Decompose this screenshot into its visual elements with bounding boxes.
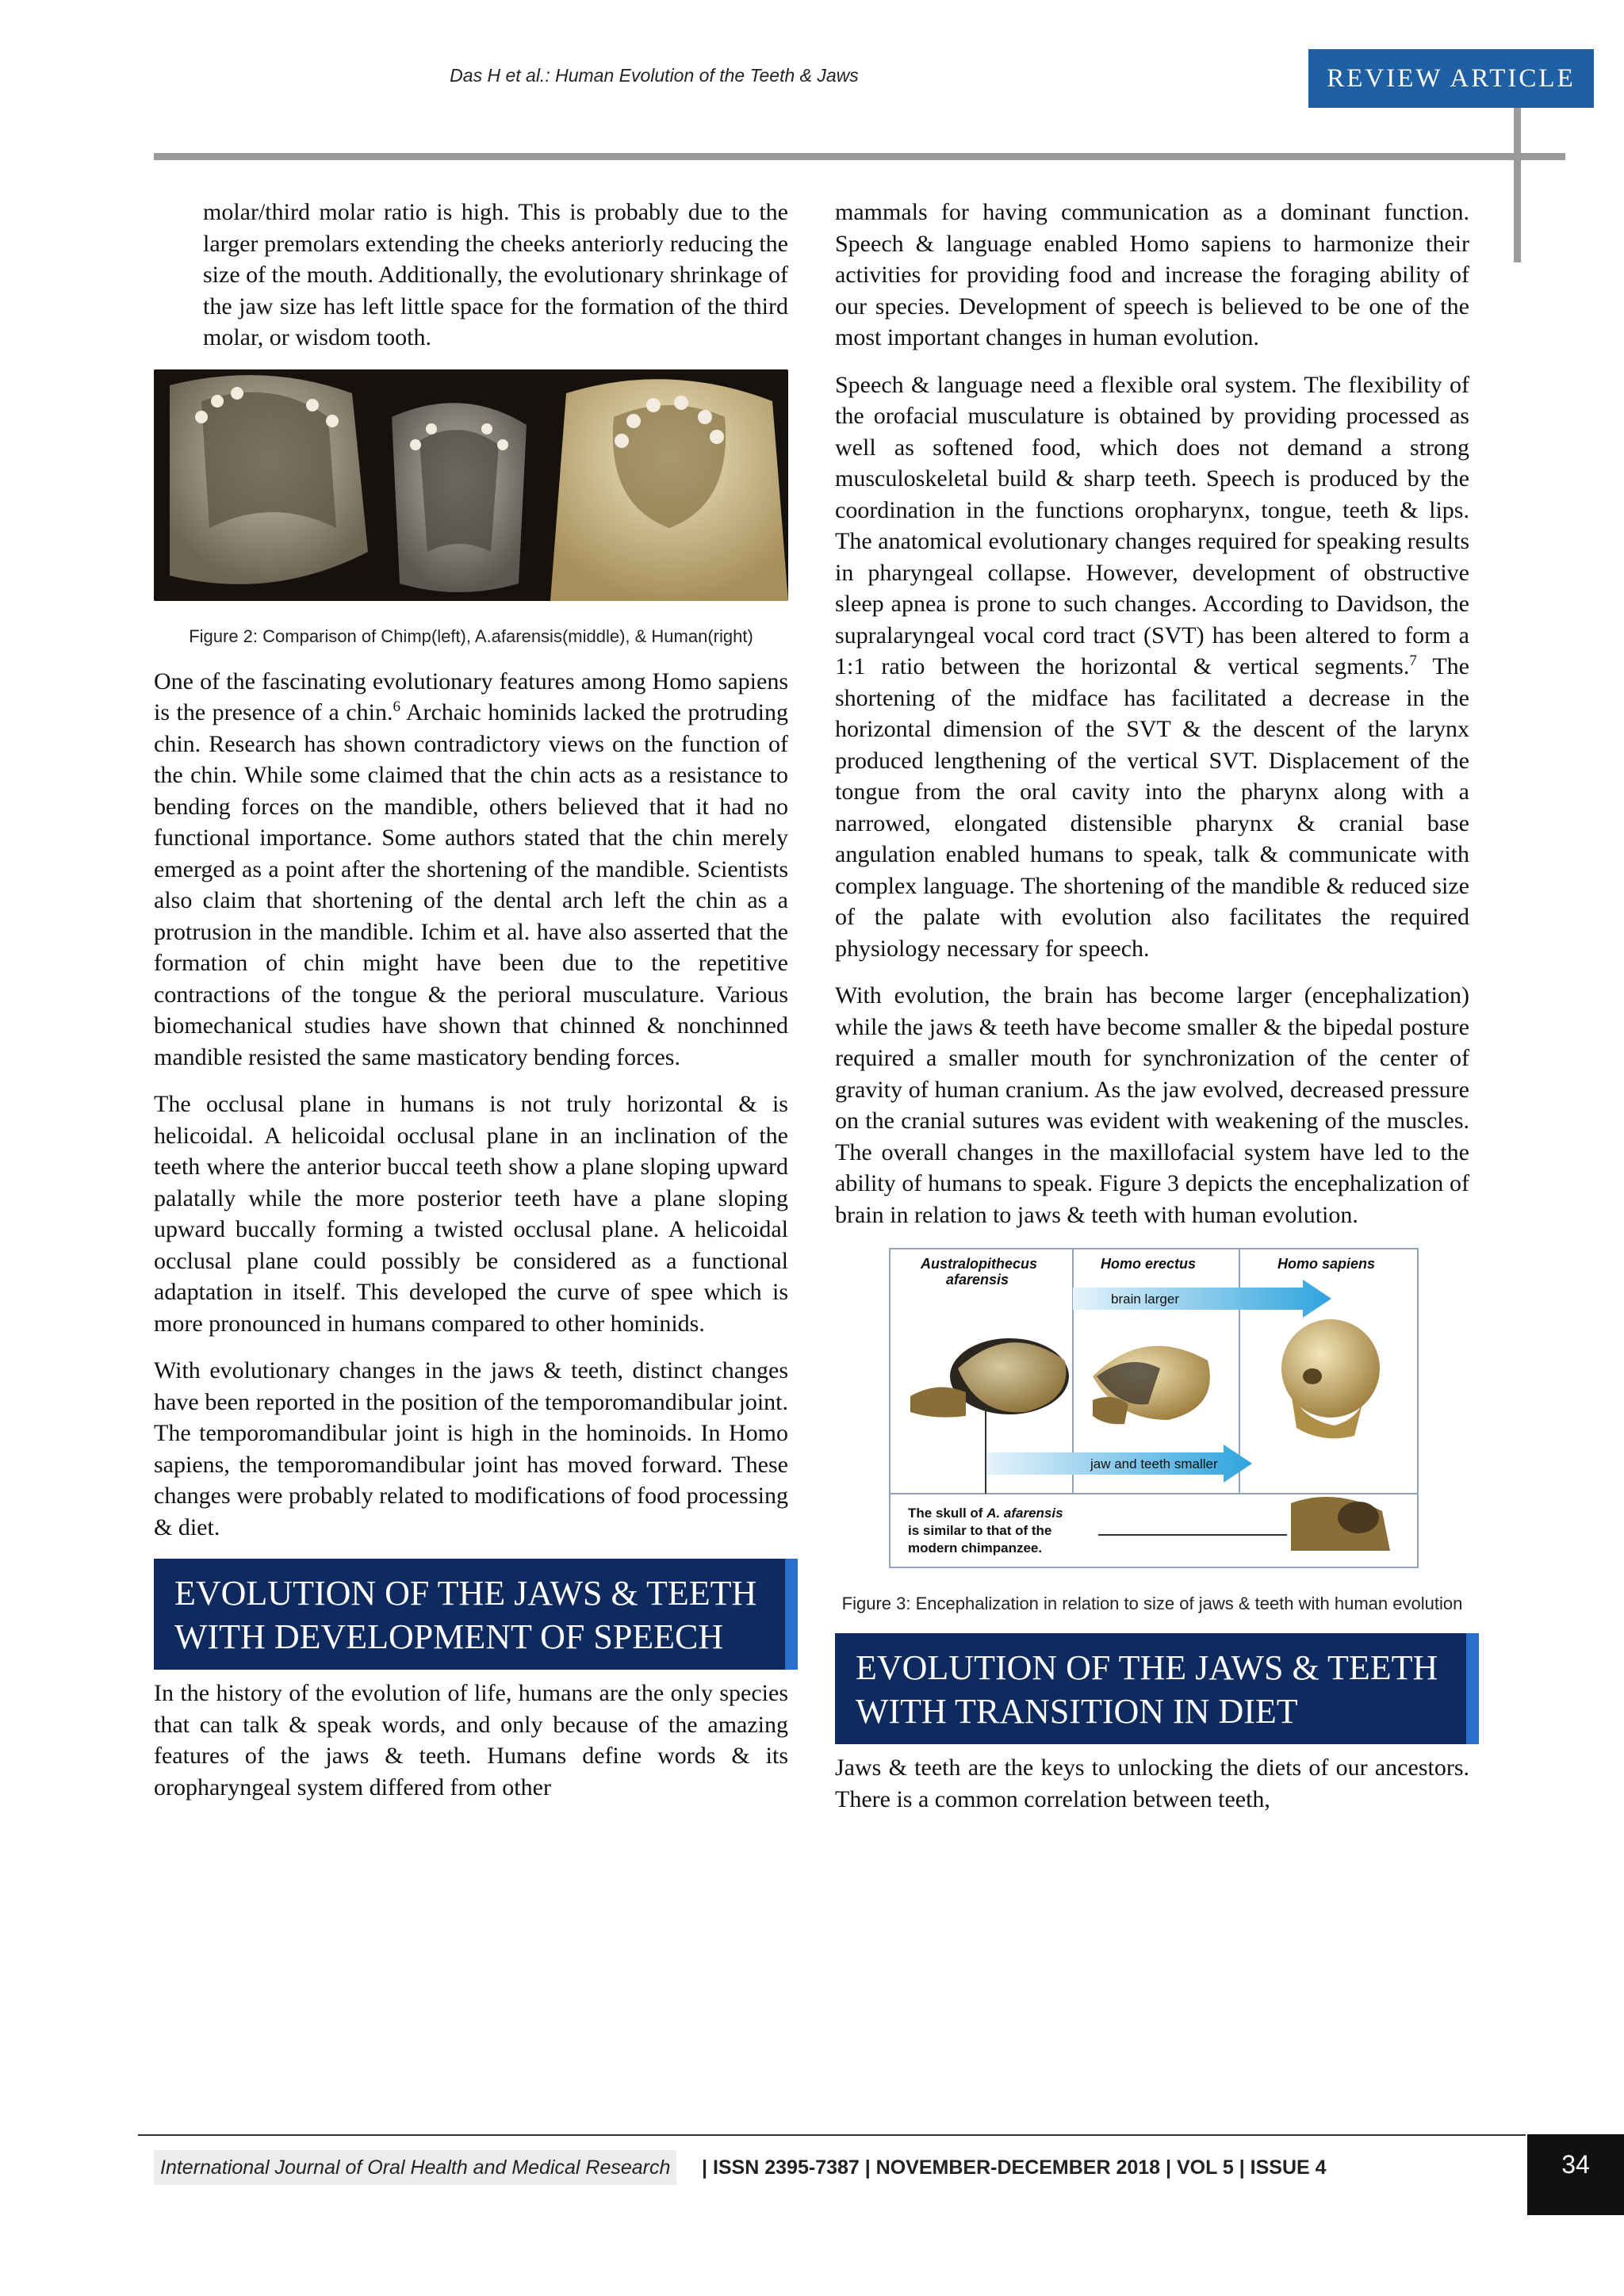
svg-text:is similar to that of the: is similar to that of the bbox=[908, 1523, 1052, 1538]
paragraph-brain: With evolution, the brain has become larger (encephalization) while the jaws & teeth have become smaller & the bipedal posture required a smaller mouth for synchronization of the center of gravity of human cranium. As the jaw evolved, decreased pressure on the cranial sutures was evident with weakening of the muscles. The overall changes in the maxillofacial system have led to the ability of humans to speak. Figure 3 depicts the encephalization of brain in relation to jaws & teeth with human evolution. bbox=[835, 982, 1469, 1228]
figure-3-image bbox=[889, 1248, 1419, 1568]
paragraph-diet-intro: Jaws & teeth are the keys to unlocking the diets of our ancestors. There is a common correlation between teeth, bbox=[835, 1755, 1469, 1812]
label-australopithecus: Australopithecus bbox=[921, 1256, 1038, 1272]
label-homo-sapiens: Homo sapiens bbox=[1277, 1256, 1376, 1272]
paragraph-flexible-oral-system: Speech & language need a flexible oral system. The flexibility of the orofacial musculature is obtained by providing processed as well as softened food, which does not demand a strong musculoskeletal build & sharp teeth. Speech is produced by the coordination in the functions oropharynx, tongue, teeth & lips. The anatomical evolutionary changes required for speaking results in pharyngeal collapse. However, development of obstructive sleep apnea is prone to such changes. According to Davidson, the supralaryngeal vocal cord tract (SVT) has been altered to form a 1:1 ratio between the horizontal & vertical segments.$^7$ The shortening of the midface has facilitated a decrease in the horizontal dimension of the SVT & the descent of the larynx produced lengthening of the vertical SVT. Displacement of the tongue from the oral cavity into the pharynx along with a narrowed, elongated distensible pharynx & cranial base angulation enabled humans to speak, talk & communicate with complex language. The shortening of the mandible & reduced size of the palate with evolution also facilitates the required physiology necessary for speech. bbox=[835, 371, 1469, 962]
left-column bbox=[154, 197, 788, 1819]
header-rule bbox=[154, 153, 1565, 160]
paragraph-occlusal-plane: The occlusal plane in humans is not truly horizontal & is helicoidal. A helicoidal occlusal plane in an inclination of the teeth where the anterior buccal teeth show a plane sloping upward palatally while the more posterior teeth have a plane sloping upward buccally forming a twisted occlusal plane. A helicoidal occlusal plane could possibly be considered as a functional adaptation in itself. This developed the curve of spee which is more pronounced in humans compared to other hominids. bbox=[154, 1091, 788, 1337]
paragraph-chin: One of the fascinating evolutionary features among Homo sapiens is the presence of a chin.$^6$ Archaic hominids lacked the protruding chin. Research has shown contradictory views on the function of the chin. While some claimed that the chin acts as a resistance to bending forces on the mandible, others believed that it had no functional importance. Some authors stated that the chin merely emerged as a point after the shortening of the mandible. Scientists also claim that shortening of the dental arch left the chin as a protrusion in the mandible. Ichim et al. have also asserted that the formation of chin might have been due to the repetitive contractions of the tongue & the perioral musculature. Various biomechanical studies have shown that chinned & nonchinned mandible resisted the same masticatory bending forces. bbox=[154, 668, 788, 1070]
article-type-badge: REVIEW ARTICLE bbox=[1308, 49, 1594, 108]
intro-block bbox=[154, 197, 788, 354]
paragraph-speech-intro: In the history of the evolution of life, humans are the only species that can talk & speak words, and only because of the amazing features of the jaws & teeth. Humans define words & its oropharyngeal system differed from other bbox=[154, 1680, 788, 1800]
figure-2-image bbox=[154, 369, 788, 601]
footer-rule bbox=[138, 2134, 1526, 2136]
running-title: Das H et al.: Human Evolution of the Teeth & Jaws bbox=[450, 65, 859, 86]
label-afarensis: afarensis bbox=[946, 1272, 1009, 1288]
footer-journal-name: International Journal of Oral Health and Medical Research bbox=[154, 2150, 676, 2185]
section-heading-speech: EVOLUTION OF THE JAWS & TEETH WITH DEVELOPMENT OF SPEECH bbox=[154, 1559, 788, 1670]
figure-2-caption: Figure 2: Comparison of Chimp(left), A.afarensis(middle), & Human(right) bbox=[189, 626, 753, 646]
jaw-homo-erectus bbox=[1093, 1397, 1128, 1424]
label-homo-erectus: Homo erectus bbox=[1101, 1256, 1197, 1272]
right-column bbox=[835, 197, 1469, 1831]
svg-text:modern chimpanzee.: modern chimpanzee. bbox=[908, 1540, 1043, 1556]
skulls-palate-illustration bbox=[154, 369, 788, 601]
jaw-afarensis bbox=[910, 1387, 966, 1418]
paragraph-tmj: With evolutionary changes in the jaws & teeth, distinct changes have been reported in the position of the temporomandibular joint. The temporomandibular joint is high in the hominoids. In Homo sapiens, the temporomandibular joint has moved forward. These changes were probably related to modifications of food processing & diet. bbox=[154, 1357, 788, 1540]
paragraph-mammals: mammals for having communication as a dominant function. Speech & language enabled Homo sapiens to harmonize their activities for providing food and increase the foraging ability of our species. Development of speech is believed to be one of the most important changes in human evolution. bbox=[835, 199, 1469, 350]
header-rule-vertical bbox=[1514, 108, 1521, 262]
figure-3-caption: Figure 3: Encephalization in relation to size of jaws & teeth with human evolution bbox=[841, 1594, 1463, 1613]
svg-text:brain larger: brain larger bbox=[1111, 1292, 1179, 1307]
citation-6: 6 bbox=[393, 698, 400, 715]
footer-issue-info: | ISSN 2395-7387 | NOVEMBER-DECEMBER 2018 | VOL 5 | ISSUE 4 bbox=[702, 2156, 1327, 2179]
svg-text:jaw and teeth smaller: jaw and teeth smaller bbox=[1090, 1456, 1218, 1471]
svg-text:The skull of A. afarensis: The skull of A. afarensis bbox=[908, 1506, 1063, 1521]
paragraph-intro: molar/third molar ratio is high. This is probably due to the larger premolars extending the cheeks anteriorly reducing the size of the mouth. Additionally, the evolutionary shrinkage of the jaw size has left little space for the formation of the third molar, or wisdom tooth. bbox=[203, 199, 788, 350]
encephalization-diagram bbox=[891, 1249, 1417, 1567]
section-heading-diet: EVOLUTION OF THE JAWS & TEETH WITH TRANSITION IN DIET bbox=[835, 1633, 1469, 1744]
page-number: 34 bbox=[1527, 2134, 1624, 2215]
citation-7: 7 bbox=[1409, 652, 1417, 669]
